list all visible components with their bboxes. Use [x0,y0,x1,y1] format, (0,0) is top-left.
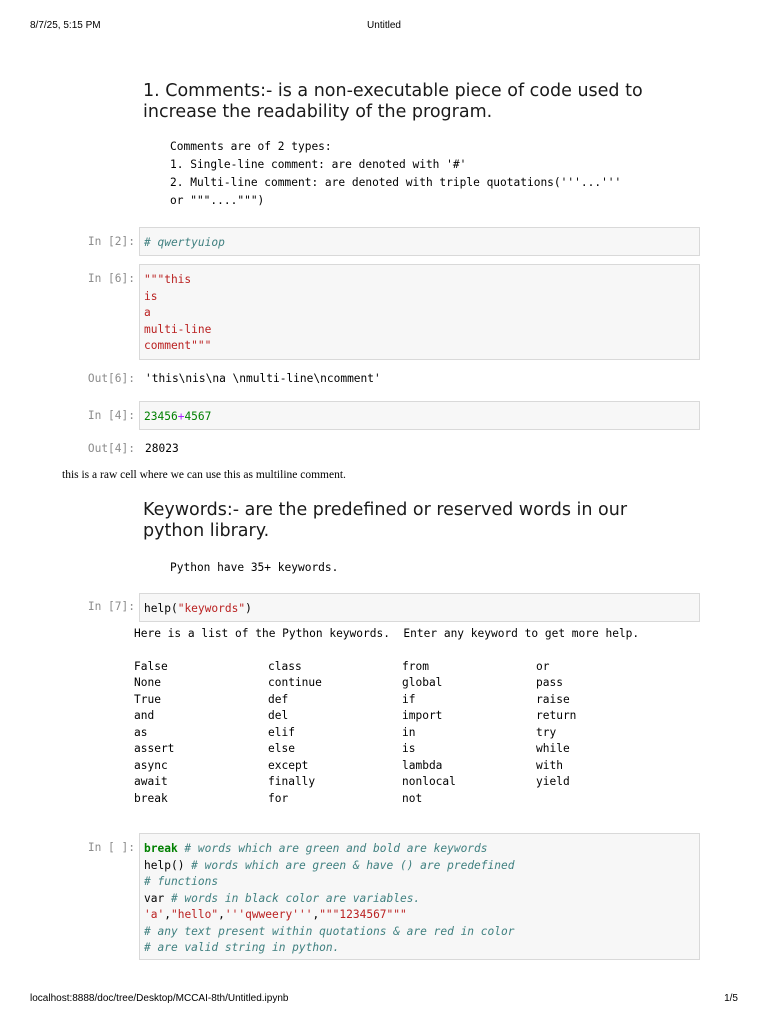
output-prompt: Out[4]: [87,442,135,455]
keyword-item: False [134,659,168,673]
keyword-item: try [536,725,557,739]
print-header [30,20,738,34]
keyword-item: import [402,709,443,722]
keyword-item: None [134,676,161,689]
keyword-item: del [268,709,289,722]
input-prompt: In [4]: [87,409,135,422]
keyword-list [134,659,670,808]
code-cell[interactable] [139,593,700,622]
code-string: "keywords" [177,602,246,615]
keyword-item: return [536,709,577,722]
input-prompt: In [ ]: [87,841,135,854]
keyword-item: async [134,758,168,772]
cell-output: 28023 [145,442,179,455]
keyword-item: else [268,742,295,755]
code-comment: # functions [144,875,219,888]
keyword-item: continue [268,676,322,689]
keyword-item: pass [536,676,563,689]
code-number: 23456 [144,410,178,423]
comments-heading [143,81,663,123]
print-title: Untitled [367,20,401,31]
keyword-item: def [268,692,289,706]
heading-line: 1. Comments:- is a non-executable piece of code used to [143,81,643,101]
print-page-number: 1/5 [724,993,738,1004]
code-comment: # words which are green and bold are keywords [177,842,488,855]
print-url: localhost:8888/doc/tree/Desktop/MCCAI-8th/Untitled.ipynb [30,993,289,1004]
code-comma: , [312,908,320,921]
keyword-item: break [134,791,168,805]
code-keyword: break [144,842,178,855]
code-comma: , [164,908,171,921]
keyword-item: from [402,659,429,673]
keyword-item: for [268,791,289,805]
code-function: help [144,858,171,872]
output-prompt: Out[6]: [87,372,135,385]
code-comment: # qwertyuiop [144,236,225,249]
print-footer [30,993,738,1007]
keyword-item: and [134,709,155,722]
keyword-item: assert [134,742,175,755]
keyword-item: yield [536,775,570,788]
keyword-item: nonlocal [402,775,456,788]
code-comma: , [218,908,225,921]
print-datetime: 8/7/25, 5:15 PM [30,20,101,31]
code-comment: # words in black color are variables. [164,891,421,905]
keyword-item: as [134,725,148,739]
heading-line: python library. [143,521,270,541]
heading-line: Keywords:- are the predefined or reserved words in our [143,500,628,520]
keyword-item: class [268,659,302,673]
input-prompt: In [7]: [87,600,135,613]
code-paren: ) [245,602,252,615]
code-string: '''qwweery''' [224,908,313,921]
keywords-description: Python have 35+ keywords. [170,561,339,574]
code-operator: + [177,410,185,423]
code-string: """this is a multi-line comment""" [144,273,212,352]
heading-line: increase the readability of the program. [143,102,493,122]
cell-output: 'this\nis\na \nmulti-line\ncomment' [145,372,381,385]
keyword-item: except [268,758,309,772]
code-paren: () [170,858,185,872]
keyword-item: if [402,692,416,706]
code-cell[interactable] [139,401,700,430]
code-comment: # any text present within quotations & are red in color [144,924,515,938]
keywords-heading [143,500,663,542]
keyword-item: in [402,725,416,739]
keyword-item: is [402,742,416,755]
code-cell[interactable] [139,264,700,360]
keyword-item: finally [268,775,316,788]
code-variable: var [144,891,165,905]
code-cell[interactable] [139,227,700,256]
keyword-item: with [536,758,563,772]
code-string: 'a' [144,908,165,921]
code-comment: # are valid string in python. [144,941,340,954]
code-string: "hello" [170,908,219,921]
keyword-item: True [134,692,161,706]
keyword-item: elif [268,725,295,739]
keyword-item: global [402,676,443,689]
code-paren: ( [170,602,178,615]
help-output [134,626,670,807]
keyword-item: lambda [402,758,443,772]
code-string: """1234567""" [319,908,407,921]
comments-description: Comments are of 2 types: 1. Single-line comment: are denoted with '#' 2. Multi-line comment: are denoted with triple quotations('''...''' or """....""") [170,140,622,207]
keyword-item: while [536,742,570,755]
keyword-item: not [402,791,423,805]
code-number: 4567 [184,410,212,423]
input-prompt: In [2]: [87,235,135,248]
keyword-item: await [134,775,168,788]
input-prompt: In [6]: [87,272,135,285]
code-cell[interactable] [139,833,700,960]
keyword-item [536,791,670,808]
keyword-item: raise [536,692,570,706]
keyword-item: or [536,659,550,673]
code-comment: # words which are green & have () are predefined [184,858,515,872]
raw-cell: this is a raw cell where we can use this as multiline comment. [62,469,346,481]
help-intro: Here is a list of the Python keywords. Enter any keyword to get more help. [134,627,640,640]
code-function: help [144,602,171,615]
